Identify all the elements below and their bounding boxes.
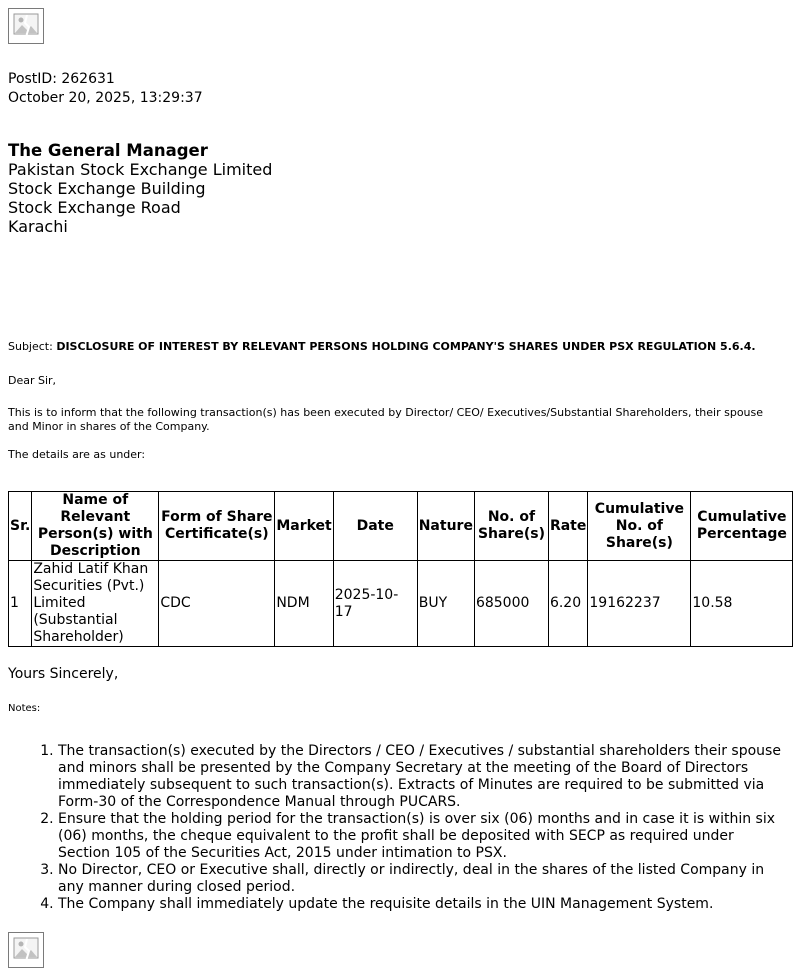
header-rate: Rate <box>548 492 587 561</box>
cell-date: 2025-10-17 <box>333 561 417 647</box>
intro-paragraph: This is to inform that the following transaction(s) has been executed by Director/ CEO/ Executives/Substantial Shareholders, their spouse and Minor in shares of the Company. <box>8 406 764 433</box>
recipient-address <box>8 141 272 236</box>
broken-image-icon <box>8 8 44 44</box>
header-sr: Sr. <box>9 492 32 561</box>
header-form: Form of Share Certificate(s) <box>159 492 275 561</box>
image-glyph <box>13 13 39 39</box>
header-date: Date <box>333 492 417 561</box>
cell-sr: 1 <box>9 561 32 647</box>
note-item: 3. No Director, CEO or Executive shall, directly or indirectly, deal in the shares of the listed Company in any manner during closed period. <box>58 862 783 896</box>
header-cumulative-shares: Cumulative No. of Share(s) <box>588 492 691 561</box>
post-id: PostID: 262631 <box>8 71 115 87</box>
cell-market: NDM <box>275 561 333 647</box>
note-item: 4. The Company shall immediately update the requisite details in the UIN Management System. <box>58 896 783 913</box>
subject-text: DISCLOSURE OF INTEREST BY RELEVANT PERSONS HOLDING COMPANY'S SHARES UNDER PSX REGULATION 5.6.4. <box>56 340 756 353</box>
image-glyph <box>13 937 39 963</box>
table-row <box>9 561 793 647</box>
note-item: 2. Ensure that the holding period for the transaction(s) is over six (06) months and in case it is within six (06) months, the cheque equivalent to the profit shall be deposited with SECP as required under Section 105 of the Securities Act, 2015 under intimation to PSX. <box>58 811 783 862</box>
cell-cumulative-percentage: 10.58 <box>691 561 793 647</box>
subject-line <box>8 340 756 353</box>
broken-image-icon <box>8 932 44 968</box>
cell-rate: 6.20 <box>548 561 587 647</box>
recipient-city: Karachi <box>8 217 68 236</box>
notes-label: Notes: <box>8 703 41 714</box>
subject-label: Subject: <box>8 340 57 353</box>
transactions-table <box>8 491 793 647</box>
recipient-organization: Pakistan Stock Exchange Limited <box>8 160 273 179</box>
header-shares: No. of Share(s) <box>474 492 548 561</box>
cell-form: CDC <box>159 561 275 647</box>
recipient-road: Stock Exchange Road <box>8 198 181 217</box>
details-intro: The details are as under: <box>8 448 146 461</box>
header-name: Name of Relevant Person(s) with Description <box>32 492 159 561</box>
cell-cumulative-shares: 19162237 <box>588 561 691 647</box>
salutation: Dear Sir, <box>8 374 57 387</box>
recipient-title: The General Manager <box>8 141 208 160</box>
recipient-building: Stock Exchange Building <box>8 179 206 198</box>
header-nature: Nature <box>417 492 474 561</box>
post-datetime: October 20, 2025, 13:29:37 <box>8 90 203 106</box>
cell-name: Zahid Latif Khan Securities (Pvt.) Limited (Substantial Shareholder) <box>32 561 159 647</box>
header-cumulative-percentage: Cumulative Percentage <box>691 492 793 561</box>
note-item: 1. The transaction(s) executed by the Directors / CEO / Executives / substantial shareholders their spouse and minors shall be presented by the Company Secretary at the meeting of the Board of Directors immediately subsequent to such transaction(s). Extracts of Minutes are required to be submitted via Form-30 of the Correspondence Manual through PUCARS. <box>58 743 783 811</box>
cell-nature: BUY <box>417 561 474 647</box>
table-header-row <box>9 492 793 561</box>
cell-shares: 685000 <box>474 561 548 647</box>
notes-list <box>8 743 783 913</box>
header-market: Market <box>275 492 333 561</box>
closing: Yours Sincerely, <box>8 666 119 682</box>
